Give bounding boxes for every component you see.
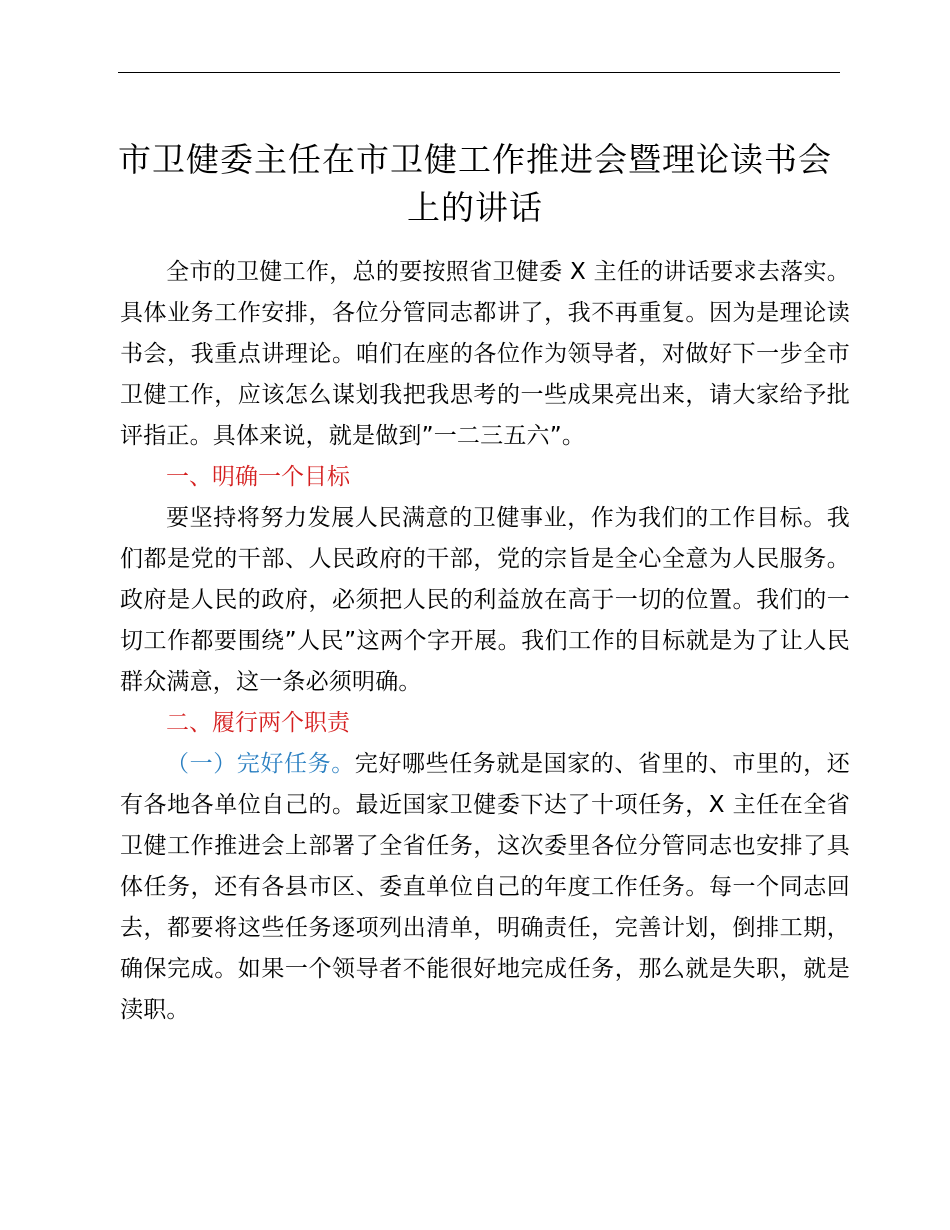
section-2-sub-1-text: 完好哪些任务就是国家的、省里的、市里的，还有各地各单位自己的。最近国家卫健委下达了十项任务，X 主任在全省卫健工作推进会上部署了全省任务，这次委里各位分管同志也安排了具体任务，还有各县市区、委直单位自己的年度工作任务。每一个同志回去，都要将这些任务逐项列出清单，明确责任，完善计划，倒排工期，确保完成。如果一个领导者不能很好地完成任务，那么就是失职，就是渎职。: [120, 751, 850, 1023]
section-1-paragraph: 要坚持将努力发展人民满意的卫健事业，作为我们的工作目标。我们都是党的干部、人民政府的干部，党的宗旨是全心全意为人民服务。政府是人民的政府，必须把人民的利益放在高于一切的位置。我们的一切工作都要围绕”人民”这两个字开展。我们工作的目标就是为了让人民群众满意，这一条必须明确。: [120, 505, 850, 695]
section-2-sub-1-paragraph: [120, 744, 850, 1031]
section-1-heading: 一、明确一个目标: [166, 464, 350, 490]
section-2-heading: 二、履行两个职责: [166, 710, 350, 736]
header-rule: [118, 72, 840, 73]
document-body: [120, 252, 850, 1031]
section-2-sub-1-heading: （一）完好任务。: [166, 751, 355, 777]
intro-paragraph: 全市的卫健工作，总的要按照省卫健委 X 主任的讲话要求去落实。具体业务工作安排，各位分管同志都讲了，我不再重复。因为是理论读书会，我重点讲理论。咱们在座的各位作为领导者，对做好下一步全市卫健工作，应该怎么谋划我把我思考的一些成果亮出来，请大家给予批评指正。具体来说，就是做到”一二三五六”。: [120, 259, 850, 449]
title-line-2: 上的讲话: [407, 188, 543, 227]
title-line-1: 市卫健委主任在市卫健工作推进会暨理论读书会: [118, 140, 832, 179]
document-title: [100, 136, 850, 232]
